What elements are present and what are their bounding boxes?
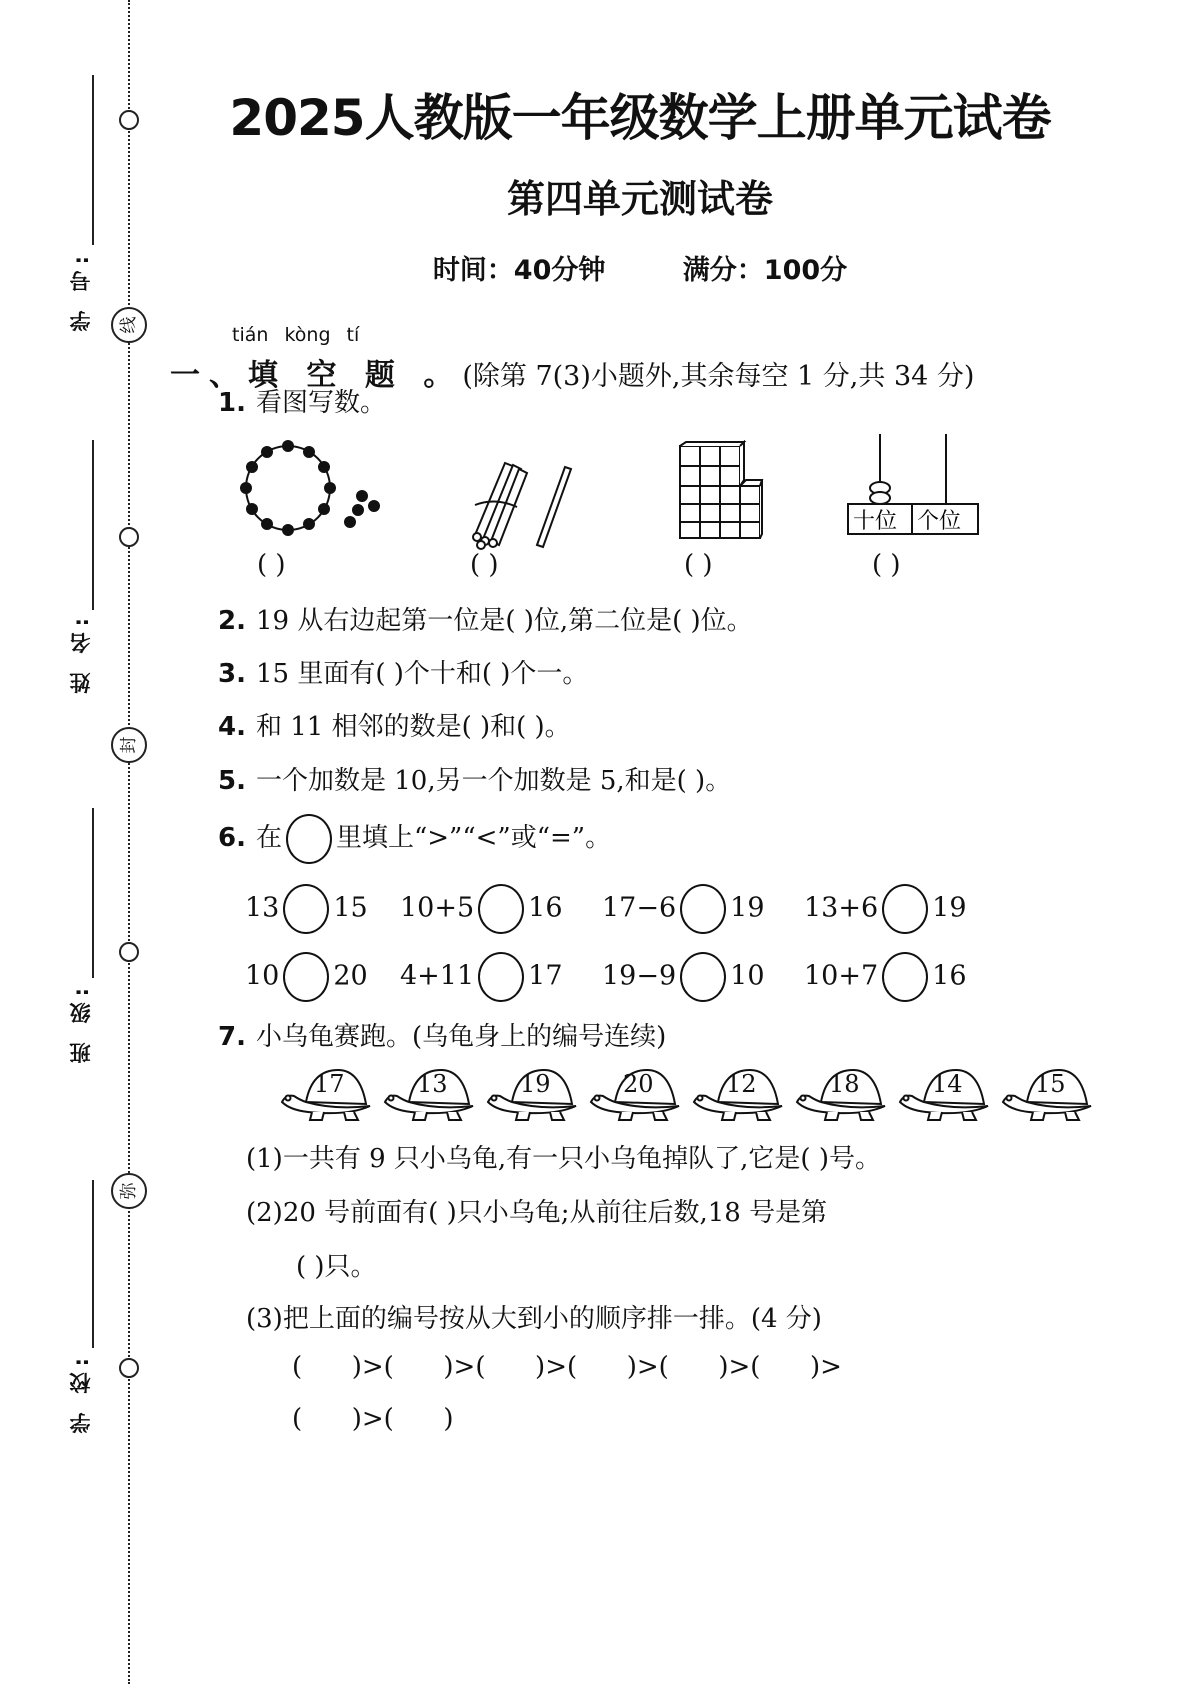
compare-circle[interactable] xyxy=(882,884,928,934)
name-field[interactable] xyxy=(92,440,94,610)
binding-hole-icon xyxy=(119,1358,139,1378)
answer-blank[interactable]: ( ) xyxy=(470,550,499,580)
section-note: (除第 7(3)小题外,其余每空 1 分,共 34 分) xyxy=(462,361,975,392)
section-title: 一、填 空 题 。 xyxy=(170,358,463,393)
page-title: 2025人教版一年级数学上册单元试卷 xyxy=(229,89,1051,147)
question-6: 6. 在 里填上“>”“<”或“=”。 xyxy=(218,814,611,864)
binding-hole-icon xyxy=(119,527,139,547)
question-2[interactable]: 2. 19 从右边起第一位是( )位,第二位是( )位。 xyxy=(218,606,753,636)
compare-item: 13+6 19 xyxy=(804,884,967,934)
seal-mi-icon: 弥 xyxy=(111,1173,147,1209)
full-score: 满分：100分 xyxy=(682,255,848,286)
seal-xian-icon: 线 xyxy=(111,307,147,343)
exam-meta xyxy=(160,248,1120,287)
compare-item: 13 15 xyxy=(245,884,368,934)
turtle-icon: 19 xyxy=(484,1066,579,1126)
turtle-icon: 13 xyxy=(381,1066,476,1126)
abacus-picture xyxy=(846,432,981,536)
page-subtitle: 第四单元测试卷 xyxy=(506,177,773,221)
ordering-blanks-row-2[interactable]: ( )>( ) xyxy=(292,1404,454,1434)
binding-dotted-line xyxy=(128,0,130,1684)
compare-circle[interactable] xyxy=(478,952,524,1002)
compare-item: 17−6 19 xyxy=(602,884,765,934)
circle-icon xyxy=(286,814,332,864)
school-label: 学 校: xyxy=(69,1352,93,1434)
bead-ring-picture xyxy=(240,440,390,540)
school-field[interactable] xyxy=(92,1180,94,1348)
turtle-icon: 12 xyxy=(690,1066,785,1126)
turtle-icon: 14 xyxy=(896,1066,991,1126)
compare-circle[interactable] xyxy=(680,952,726,1002)
question-7-part-2-continued[interactable]: ( )只。 xyxy=(296,1252,377,1282)
turtle-icon: 18 xyxy=(793,1066,888,1126)
question-7-part-1[interactable]: (1)一共有 9 只小乌龟,有一只小乌龟掉队了,它是( )号。 xyxy=(246,1144,881,1174)
compare-item: 19−9 10 xyxy=(602,952,765,1002)
student-id-label: 学 号: xyxy=(69,250,93,332)
compare-item: 10+7 16 xyxy=(804,952,967,1002)
compare-circle[interactable] xyxy=(478,884,524,934)
compare-circle[interactable] xyxy=(680,884,726,934)
class-field[interactable] xyxy=(92,808,94,978)
name-label: 姓 名: xyxy=(69,612,93,694)
turtle-icon: 15 xyxy=(999,1066,1094,1126)
answer-blank[interactable]: ( ) xyxy=(684,550,713,580)
cube-stack-picture xyxy=(676,440,766,540)
answer-blank[interactable]: ( ) xyxy=(872,550,901,580)
stick-bundle-picture xyxy=(465,455,575,555)
answer-blank[interactable]: ( ) xyxy=(257,550,286,580)
binding-hole-icon xyxy=(119,110,139,130)
compare-circle[interactable] xyxy=(283,952,329,1002)
turtle-row xyxy=(278,1066,1094,1126)
svg-text:十位: 十位 xyxy=(853,509,898,534)
seal-feng-icon: 封 xyxy=(111,727,147,763)
compare-circle[interactable] xyxy=(882,952,928,1002)
question-1: 1. 看图写数。 xyxy=(218,388,386,418)
svg-text:个位: 个位 xyxy=(917,509,962,534)
section-pinyin: tián kòng tí xyxy=(232,324,360,346)
question-5[interactable]: 5. 一个加数是 10,另一个加数是 5,和是( )。 xyxy=(218,766,732,796)
question-7-part-3: (3)把上面的编号按从大到小的顺序排一排。(4 分) xyxy=(246,1304,822,1334)
binding-hole-icon xyxy=(119,942,139,962)
student-id-field[interactable] xyxy=(92,75,94,245)
compare-item: 4+11 17 xyxy=(400,952,563,1002)
question-7-part-2[interactable]: (2)20 号前面有( )只小乌龟;从前往后数,18 号是第 xyxy=(246,1198,828,1228)
turtle-icon: 20 xyxy=(587,1066,682,1126)
question-7: 7. 小乌龟赛跑。(乌龟身上的编号连续) xyxy=(218,1022,667,1052)
class-label: 班 级: xyxy=(69,982,93,1064)
question-3[interactable]: 3. 15 里面有( )个十和( )个一。 xyxy=(218,659,589,689)
compare-circle[interactable] xyxy=(283,884,329,934)
compare-item: 10+5 16 xyxy=(400,884,563,934)
compare-item: 10 20 xyxy=(245,952,368,1002)
question-4[interactable]: 4. 和 11 相邻的数是( )和( )。 xyxy=(218,712,571,742)
time-limit: 时间：40分钟 xyxy=(432,255,606,286)
ordering-blanks-row-1[interactable]: ( )>( )>( )>( )>( )>( )> xyxy=(292,1352,842,1382)
turtle-icon: 17 xyxy=(278,1066,373,1126)
